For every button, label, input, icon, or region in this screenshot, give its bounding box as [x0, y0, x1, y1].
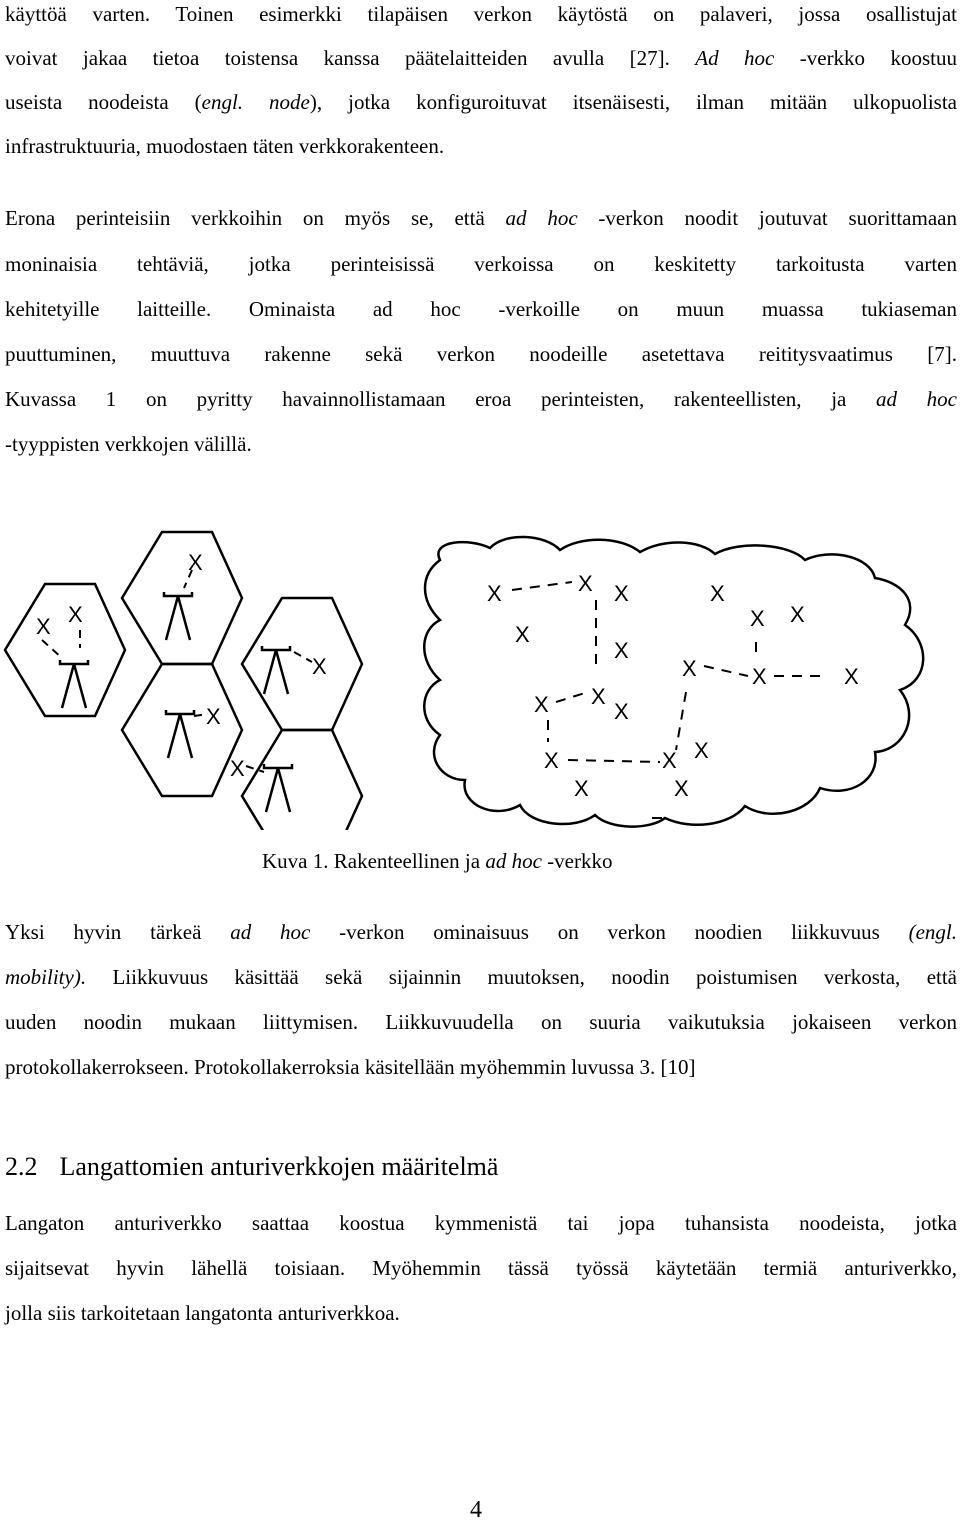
adhoc-node: X — [614, 638, 629, 663]
adhoc-node: X — [574, 776, 589, 801]
base-station-1 — [60, 660, 88, 708]
structured-network-diagram — [5, 532, 362, 830]
mobile-node: X — [206, 704, 221, 729]
hex-cell-5 — [242, 730, 362, 830]
section-title: Langattomien anturiverkkojen määritelmä — [59, 1152, 499, 1181]
link — [294, 652, 312, 662]
mobile-node: X — [312, 654, 327, 679]
adhoc-link — [704, 666, 748, 676]
text: -verkon noodit joutuvat suorittamaan — [577, 206, 957, 230]
paragraph-2-line-5 — [5, 387, 957, 411]
text: -tyyppisten verkkojen välillä. — [5, 432, 252, 456]
paragraph-2-line-4 — [5, 342, 957, 366]
adhoc-node: X — [591, 684, 606, 709]
mobile-node: X — [68, 602, 83, 627]
text: kehitetyille laitteille. Ominaista ad hoc -verkoille on muun muassa tukiaseman — [5, 297, 957, 321]
paragraph-4-line-2 — [5, 1256, 957, 1280]
paragraph-3-line-1 — [5, 920, 957, 944]
italic-term: ad hoc — [485, 849, 542, 873]
text: moninaisia tehtäviä, jotka perinteisissä verkoissa on keskitetty tarkoitusta varten — [5, 252, 957, 276]
mobile-node: X — [36, 614, 51, 639]
paragraph-2-line-1 — [5, 206, 957, 230]
section-number: 2.2 — [5, 1152, 38, 1181]
base-station-5 — [264, 764, 292, 812]
text: protokollakerrokseen. Protokollakerroksia käsitellään myöhemmin luvussa 3. [10] — [5, 1055, 696, 1079]
paragraph-3-line-2 — [5, 965, 957, 989]
section-heading — [5, 1150, 498, 1184]
text: käyttöä varten. Toinen esimerkki tilapäisen verkon käytöstä on palaveri, jossa osallistujat — [5, 2, 957, 26]
base-station-3 — [166, 710, 194, 758]
mobile-node: X — [188, 550, 203, 575]
paragraph-2-line-2 — [5, 252, 957, 276]
paragraph-4-line-3 — [5, 1301, 400, 1325]
paragraph-3-line-3 — [5, 1010, 957, 1034]
adhoc-node: X — [662, 748, 677, 773]
paragraph-1-line-4 — [5, 134, 444, 158]
adhoc-node: X — [750, 606, 765, 631]
italic-term: engl. node — [201, 90, 310, 114]
paragraph-2-line-3 — [5, 297, 957, 321]
text: voivat jakaa tietoa toistensa kanssa päätelaitteiden avulla [27]. — [5, 46, 696, 70]
text: Kuvassa 1 on pyritty havainnollistamaan eroa perinteisten, rakenteellisten, ja — [5, 387, 877, 411]
adhoc-node: X — [710, 581, 725, 606]
text: Yksi hyvin tärkeä — [5, 920, 231, 944]
base-station-2 — [164, 592, 192, 640]
text: useista noodeista ( — [5, 90, 202, 114]
adhoc-node: X — [544, 748, 559, 773]
text: uuden noodin mukaan liittymisen. Liikkuvuudella on suuria vaikutuksia jokaiseen verkon — [5, 1010, 957, 1034]
adhoc-node: X — [515, 622, 530, 647]
text: ), jotka konfiguroituvat itsenäisesti, ilman mitään ulkopuolista — [309, 90, 957, 114]
text: infrastruktuuria, muodostaen täten verkkorakenteen. — [5, 134, 445, 158]
base-station-4 — [262, 646, 290, 694]
adhoc-node: X — [752, 664, 767, 689]
adhoc-node: X — [790, 602, 805, 627]
adhoc-node: X — [614, 699, 629, 724]
text: -verkko koostuu — [774, 46, 957, 70]
paragraph-1-line-2 — [5, 46, 957, 70]
italic-term: ad hoc — [230, 920, 311, 944]
adhoc-node: X — [534, 692, 549, 717]
adhoc-nodes — [487, 571, 859, 801]
adhoc-node: X — [694, 738, 709, 763]
paragraph-4-line-1 — [5, 1211, 957, 1235]
adhoc-link — [676, 692, 686, 750]
italic-term: (engl. — [908, 920, 957, 944]
adhoc-node: X — [682, 656, 697, 681]
text: Liikkuvuus käsittää sekä sijainnin muutoksen, noodin poistumisen verkosta, että — [86, 965, 957, 989]
text: Erona perinteisiin verkkoihin on myös se, että — [5, 206, 506, 230]
paragraph-3-line-4 — [5, 1055, 696, 1079]
italic-term: mobility). — [5, 965, 87, 989]
mobile-node: X — [230, 756, 245, 781]
adhoc-node: X — [844, 664, 859, 689]
text: sijaitsevat hyvin lähellä toisiaan. Myöhemmin tässä työssä käytetään termiä anturiverkko, — [5, 1256, 957, 1280]
text: jolla siis tarkoitetaan langatonta anturiverkkoa. — [5, 1301, 400, 1325]
page-number: 4 — [470, 1497, 482, 1523]
italic-term: ad hoc — [876, 387, 957, 411]
adhoc-node: X — [487, 581, 502, 606]
text: Kuva 1. Rakenteellinen ja — [262, 849, 486, 873]
hex-cell-3 — [122, 664, 242, 796]
adhoc-node: X — [614, 581, 629, 606]
text: Langaton anturiverkko saattaa koostua kymmenistä tai jopa tuhansista noodeista, jotka — [5, 1211, 957, 1235]
adhoc-link — [556, 692, 588, 702]
link — [246, 766, 264, 772]
text: -verkko — [541, 849, 613, 873]
network-figure — [0, 530, 960, 830]
adhoc-link — [512, 582, 572, 590]
link — [42, 640, 62, 658]
text: -verkon ominaisuus on verkon noodien liikkuvuus — [310, 920, 909, 944]
figure-caption — [262, 848, 612, 874]
italic-term: ad hoc — [505, 206, 578, 230]
italic-term: Ad hoc — [695, 46, 775, 70]
hex-cell-4 — [242, 598, 362, 730]
adhoc-link — [568, 760, 660, 762]
paragraph-2-line-6 — [5, 432, 252, 456]
paragraph-1-line-3 — [5, 90, 957, 114]
paragraph-1-line-1 — [5, 2, 957, 26]
hex-cell-2 — [122, 532, 242, 664]
adhoc-node: X — [674, 776, 689, 801]
text: puuttuminen, muuttuva rakenne sekä verkon noodeille asetettava reititysvaatimus [7]. — [5, 342, 957, 366]
adhoc-node: X — [578, 571, 593, 596]
